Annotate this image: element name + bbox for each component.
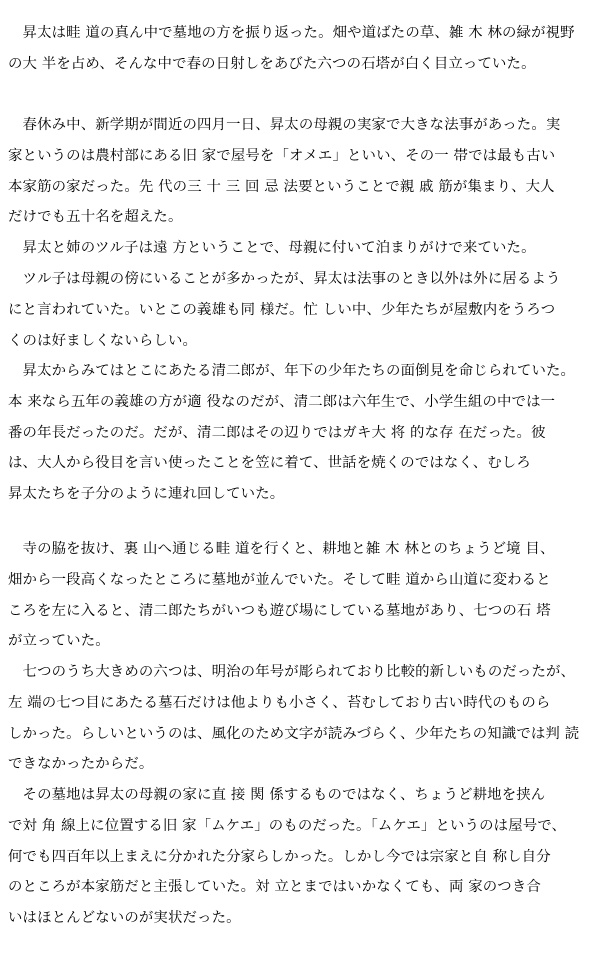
text-line: 昇太は畦 道の真ん中で墓地の方を振り返った。畑や道ばたの草、雑 木 林の緑が視野: [8, 25, 575, 41]
text-line: 七つのうち大きめの六つは、明治の年号が彫られており比較的新しいものだったが、: [8, 664, 576, 680]
text-line: しかった。らしいというのは、風化のため文字が読みづらく、少年たちの知識では判 読: [8, 725, 580, 742]
text-line: 家というのは農村部にある旧 家で屋号を「オメエ」といい、その一 帯では最も古い: [8, 147, 556, 164]
text-line: 畑から一段高くなったところに墓地が並んでいた。そして畦 道から山道に変わると: [8, 571, 551, 588]
paragraph-2: [8, 110, 604, 233]
text-line: 寺の脇を抜け、裏 山へ通じる畦 道を行くと、耕地と雑 木 林とのちょうど境 目、: [8, 541, 555, 557]
text-line: 本家筋の家だった。先 代の三 十 三 回 忌 法要ということで親 戚 筋が集まり、大人: [8, 178, 555, 195]
paragraph-8: [8, 780, 604, 934]
paragraph-1: [8, 18, 604, 80]
paragraph-3: [8, 233, 604, 264]
text-line: が立っていた。: [8, 633, 110, 650]
text-line: で対 角 線上に位置する旧 家「ムケエ」のものだった。「ムケエ」というのは屋号で、: [8, 817, 567, 834]
text-line: その墓地は昇太の母親の家に直 接 関 係するものではなく、ちょうど耕地を挟ん: [8, 787, 546, 803]
text-line: ツル子は母親の傍にいることが多かったが、昇太は法事のとき以外は外に居るよう: [8, 271, 561, 287]
text-line: の大 半を占め、そんな中で春の日射しをあびた六つの石塔が白く目立っていた。: [8, 55, 536, 72]
paragraph-7: [8, 657, 604, 780]
text-line: のところが本家筋だと主張していた。対 立とまではいかなくても、両 家のつき合: [8, 879, 541, 896]
text-line: だけでも五十名を超えた。: [8, 209, 183, 226]
text-line: 昇太と姉のツル子は遠 方ということで、母親に付いて泊まりがけで来ていた。: [8, 240, 536, 256]
text-line: 昇太からみてはとこにあたる清二郎が、年下の少年たちの面倒見を命じられていた。: [8, 363, 576, 379]
text-line: 本 来なら五年の義雄の方が適 役なのだが、清二郎は六年生で、小学生組の中では一: [8, 393, 556, 410]
paragraph-4: [8, 264, 604, 356]
text-line: 番の年長だったのだ。だが、清二郎はその辺りではガキ大 将 的な存 在だった。彼: [8, 424, 546, 441]
text-line: 春休み中、新学期が間近の四月一日、昇太の母親の実家で大きな法事があった。実: [8, 117, 561, 133]
text-line: いはほとんどないのが実状だった。: [8, 910, 241, 927]
text-line: ころを左に入ると、清二郎たちがいつも遊び場にしている墓地があり、七つの石 塔: [8, 602, 551, 619]
text-line: 何でも四百年以上まえに分かれた分家らしかった。しかし今では宗家と自 称し自分: [8, 848, 551, 865]
text-line: くのは好ましくないらしい。: [8, 332, 198, 349]
paragraph-5: [8, 356, 604, 510]
text-line: 昇太たちを子分のように連れ回していた。: [8, 486, 285, 503]
paragraph-6: [8, 534, 604, 657]
text-line: は、大人から役目を言い使ったことを笠に着て、世話を焼くのではなく、むしろ: [8, 455, 531, 472]
text-line: 左 端の七つ目にあたる墓石だけは他よりも小さく、苔むしており古い時代のものら: [8, 694, 551, 711]
text-line: にと言われていた。いとこの義雄も同 様だ。忙 しい中、少年たちが屋敷内をうろつ: [8, 301, 556, 318]
text-line: できなかったからだ。: [8, 756, 154, 773]
